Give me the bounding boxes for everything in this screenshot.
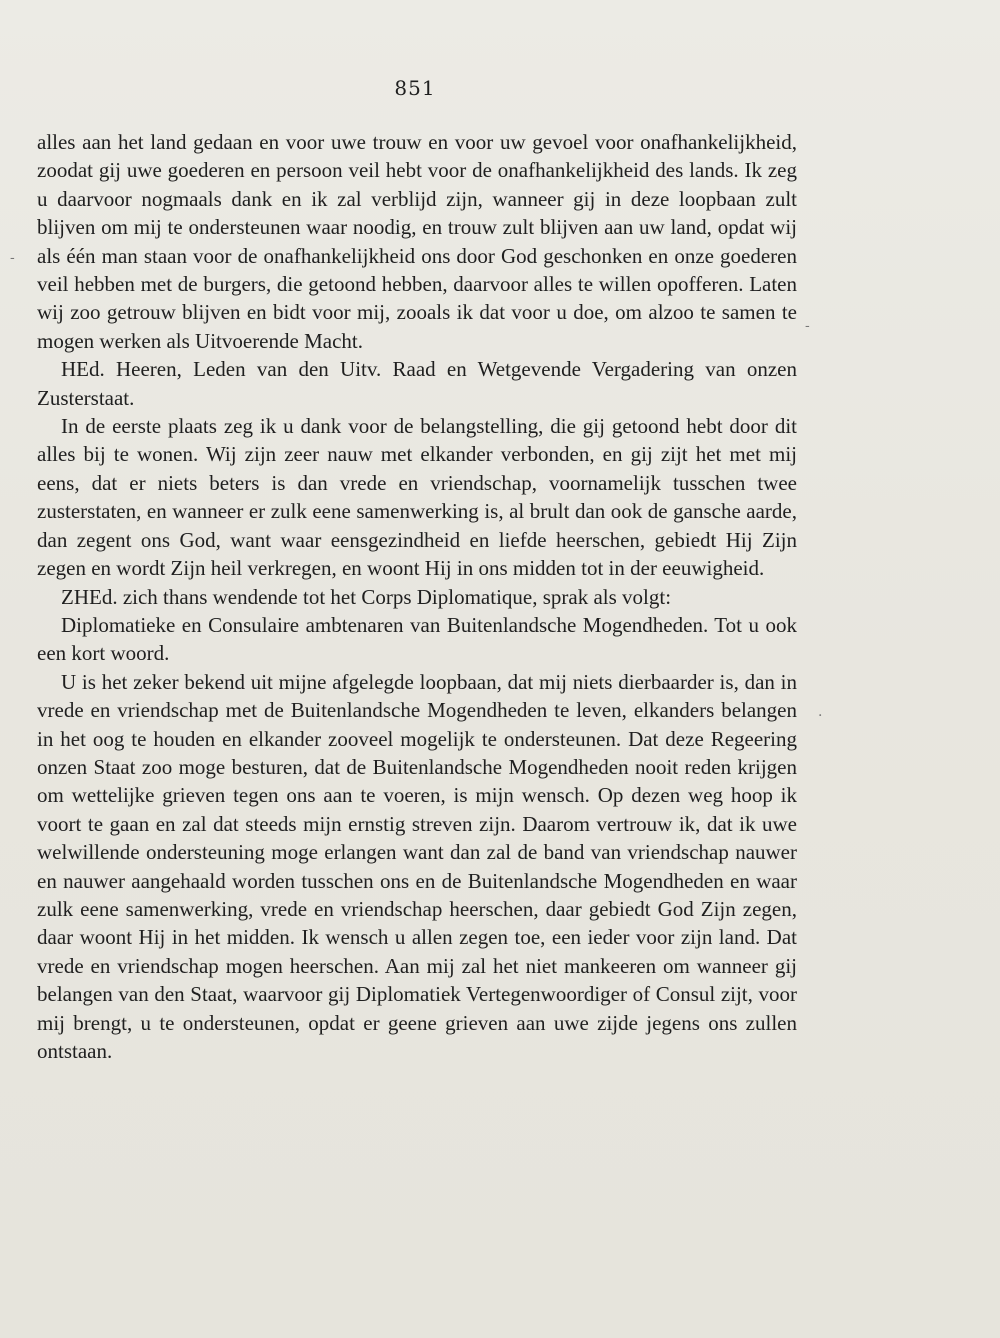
body-text xyxy=(37,128,797,1065)
scan-speck: - xyxy=(10,250,15,266)
paragraph: alles aan het land gedaan en voor uwe trouw en voor uw gevoel voor onafhankelijkheid, zoodat gij uwe goederen en persoon veil hebt voor de onafhankelijkheid des lands. Ik zeg u daarvoor nogmaals dank en ik zal verblijd zijn, wanneer gij in deze loopbaan zult blijven om mij te ondersteunen waar noodig, en trouw zult blijven aan uw land, opdat wij als één man staan voor de onafhankelijkheid ons door God geschonken en onze goederen veil hebben met de burgers, die getoond hebben, daarvoor alles te willen opofferen. Laten wij zoo getrouw blijven en bidt voor mij, zooals ik dat voor u doe, om alzoo te samen te mogen werken als Uitvoerende Macht. xyxy=(37,130,797,353)
paragraph: U is het zeker bekend uit mijne afgelegde loopbaan, dat mij niets dierbaarder is, dan in vrede en vriendschap met de Buitenlandsche Mogendheden te leven, elkanders belangen in het oog te houden en elkander zooveel mogelijk te ondersteunen. Dat deze Regeering onzen Staat zoo moge besturen, dat de Buitenlandsche Mogendheden nooit reden krijgen om wettelijke grieven tegen ons aan te voeren, is mijn wensch. Op dezen weg hoop ik voort te gaan en zal dat steeds mijn ernstig streven zijn. Daarom vertrouw ik, dat ik uwe welwillende ondersteuning moge erlangen want dan zal de band van vriendschap nauwer en nauwer aangehaald worden tusschen ons en de Buitenlandsche Mogendheden en waar zulk eene samenwerking, vrede en vriendschap heerschen, daar gebiedt God Zijn zegen, daar woont Hij in het midden. Ik wensch u allen zegen toe, een ieder voor zijn land. Dat vrede en vriendschap mogen heerschen. Aan mij zal het niet mankeeren om wanneer gij belangen van den Staat, waarvoor gij Diplomatiek Vertegenwoordiger of Consul zijt, voor mij brengt, u te ondersteunen, opdat er geene grieven aan uwe zijde jegens ons zullen ontstaan. xyxy=(37,669,797,1063)
paragraph: In de eerste plaats zeg ik u dank voor de belangstelling, die gij getoond hebt door dit alles bij te wonen. Wij zijn zeer nauw met elkander verbonden, en gij zijt het met mij eens, dat er niets beters is dan vrede en vriendschap, voornamelijk tusschen twee zusterstaten, en wanneer er zulk eene samenwerking is, al brult dan ook de gansche aarde, dan zegent ons God, want waar eensgezindheid en liefde heerschen, gebiedt Hij Zijn zegen en wordt Zijn heil verkregen, en woont Hij in ons midden tot in der eeuwigheid. xyxy=(37,414,797,581)
page-number: 851 xyxy=(394,76,436,100)
paragraph: Diplomatieke en Consulaire ambtenaren van Buitenlandsche Mogendheden. Tot u ook een kort woord. xyxy=(37,612,797,666)
paragraph: ZHEd. zich thans wendende tot het Corps Diplomatique, sprak als volgt: xyxy=(61,584,672,609)
paragraph: HEd. Heeren, Leden van den Uitv. Raad en Wetgevende Vergadering van onzen Zusterstaat. xyxy=(37,357,797,410)
scan-speck: - xyxy=(805,318,810,334)
scan-speck: · xyxy=(818,708,823,724)
